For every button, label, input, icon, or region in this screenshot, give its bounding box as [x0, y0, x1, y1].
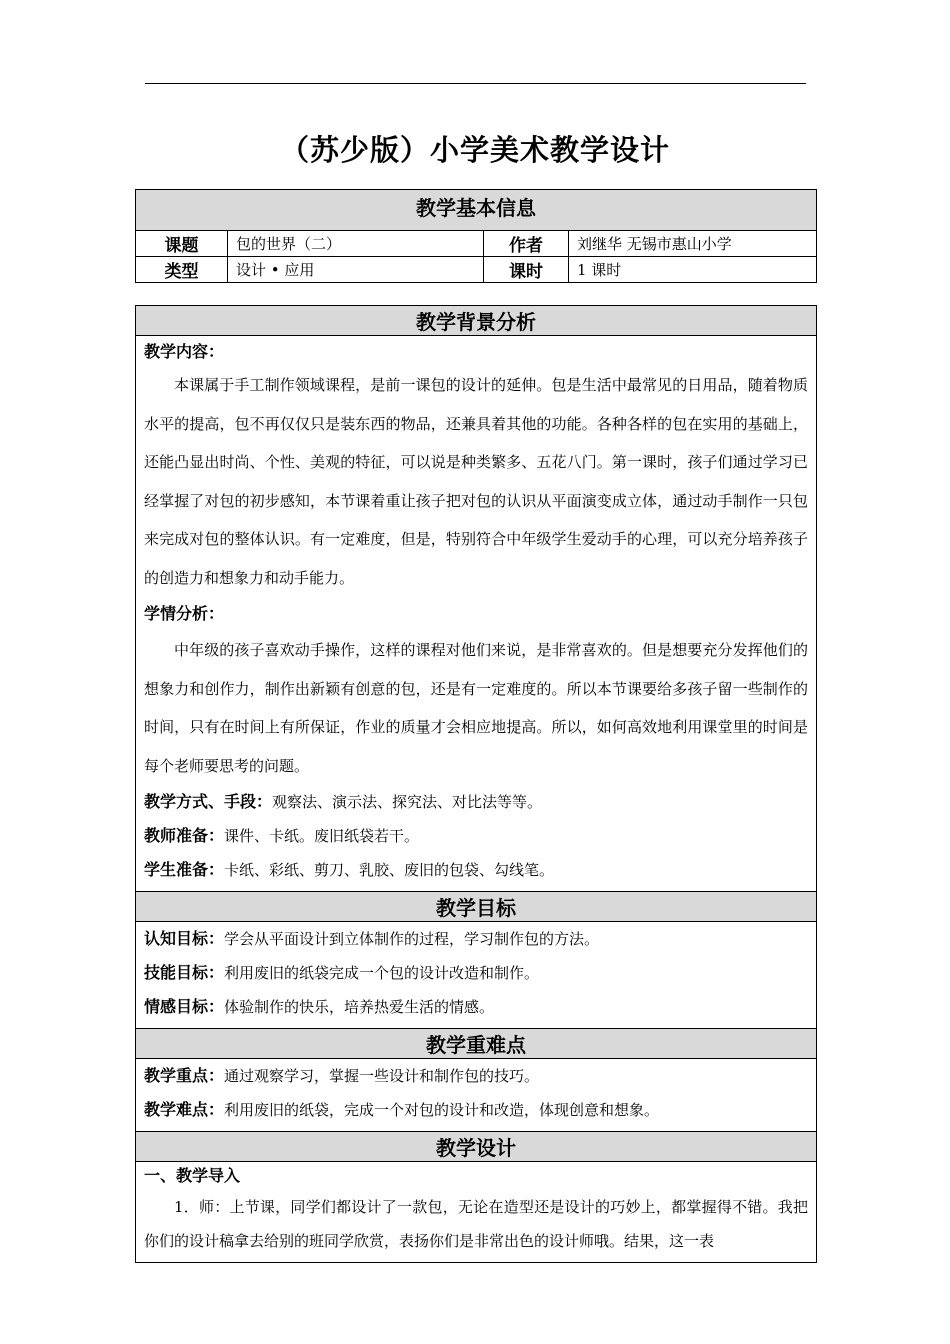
cognitive-text: 学会从平面设计到立体制作的过程，学习制作包的方法。 — [224, 930, 600, 948]
basic-info-header: 教学基本信息 — [136, 190, 817, 231]
difficulty-text: 利用废旧的纸袋，完成一个对包的设计和改造，体现创意和想象。 — [224, 1101, 660, 1119]
method-label: 教学方式、手段： — [144, 792, 273, 811]
author-value: 刘继华 无锡市惠山小学 — [569, 231, 817, 257]
author-label: 作者 — [484, 231, 569, 257]
teacher-prep-text: 课件、卡纸。废旧纸袋若干。 — [224, 827, 420, 845]
header-rule — [145, 83, 806, 84]
objectives-header: 教学目标 — [136, 892, 817, 922]
intro-paragraph: 1．师：上节课，同学们都设计了一款包，无论在造型还是设计的巧妙上，都掌握得不错。我把你们的设计稿拿去给别的班同学欣赏，表扬你们是非常出色的设计师哦。结果，这一表 — [144, 1198, 808, 1250]
background-section — [136, 336, 817, 892]
analysis-label: 学情分析： — [144, 604, 225, 623]
design-section — [136, 1162, 817, 1263]
cognitive-label: 认知目标： — [144, 929, 225, 948]
key-points-section — [136, 1059, 817, 1132]
key-point-text: 通过观察学习，掌握一些设计和制作包的技巧。 — [224, 1067, 540, 1085]
intro-section-title: 一、教学导入 — [144, 1166, 241, 1185]
table-row — [136, 231, 817, 257]
student-prep-text: 卡纸、彩纸、剪刀、乳胶、废旧的包袋、勾线笔。 — [224, 861, 555, 879]
objectives-section — [136, 922, 817, 1029]
lesson-plan-table — [135, 305, 817, 1263]
table-row — [136, 257, 817, 283]
emotion-label: 情感目标： — [144, 997, 225, 1016]
topic-label: 课题 — [136, 231, 228, 257]
key-points-header: 教学重难点 — [136, 1029, 817, 1059]
basic-info-table — [135, 189, 817, 283]
difficulty-label: 教学难点： — [144, 1100, 225, 1119]
content-label: 教学内容： — [144, 342, 225, 361]
key-point-label: 教学重点： — [144, 1066, 225, 1085]
method-text: 观察法、演示法、探究法、对比法等等。 — [272, 793, 543, 811]
skill-text: 利用废旧的纸袋完成一个包的设计改造和制作。 — [224, 964, 540, 982]
period-label: 课时 — [484, 257, 569, 283]
skill-label: 技能目标： — [144, 963, 225, 982]
teacher-prep-label: 教师准备： — [144, 826, 225, 845]
design-header: 教学设计 — [136, 1132, 817, 1162]
student-prep-label: 学生准备： — [144, 860, 225, 879]
document-title: （苏少版）小学美术教学设计 — [279, 133, 670, 167]
content-text: 本课属于手工制作领域课程，是前一课包的设计的延伸。包是生活中最常见的日用品，随着物质水平的提高，包不再仅仅只是装东西的物品，还兼具着其他的功能。各种各样的包在实用的基础上，还能凸显出时尚、个性、美观的特征，可以说是种类繁多、五花八门。第一课时，孩子们通过学习已经掌握了对包的初步感知，本节课着重让孩子把对包的认识从平面演变成立体，通过动手制作一只包来完成对包的整体认识。有一定难度，但是，特别符合中年级学生爱动手的心理，可以充分培养孩子的创造力和想象力和动手能力。 — [144, 376, 808, 587]
emotion-text: 体验制作的快乐，培养热爱生活的情感。 — [224, 998, 495, 1016]
background-header: 教学背景分析 — [136, 306, 817, 336]
type-label: 类型 — [136, 257, 228, 283]
topic-value: 包的世界（二） — [228, 231, 484, 257]
period-value: 1 课时 — [569, 257, 817, 283]
analysis-text: 中年级的孩子喜欢动手操作，这样的课程对他们来说，是非常喜欢的。但是想要充分发挥他们的想象力和创作力，制作出新颖有创意的包，还是有一定难度的。所以本节课要给多孩子留一些制作的时间，只有在时间上有所保证，作业的质量才会相应地提高。所以，如何高效地利用课堂里的时间是每个老师要思考的问题。 — [144, 641, 808, 775]
type-value: 设计 • 应用 — [228, 257, 484, 283]
